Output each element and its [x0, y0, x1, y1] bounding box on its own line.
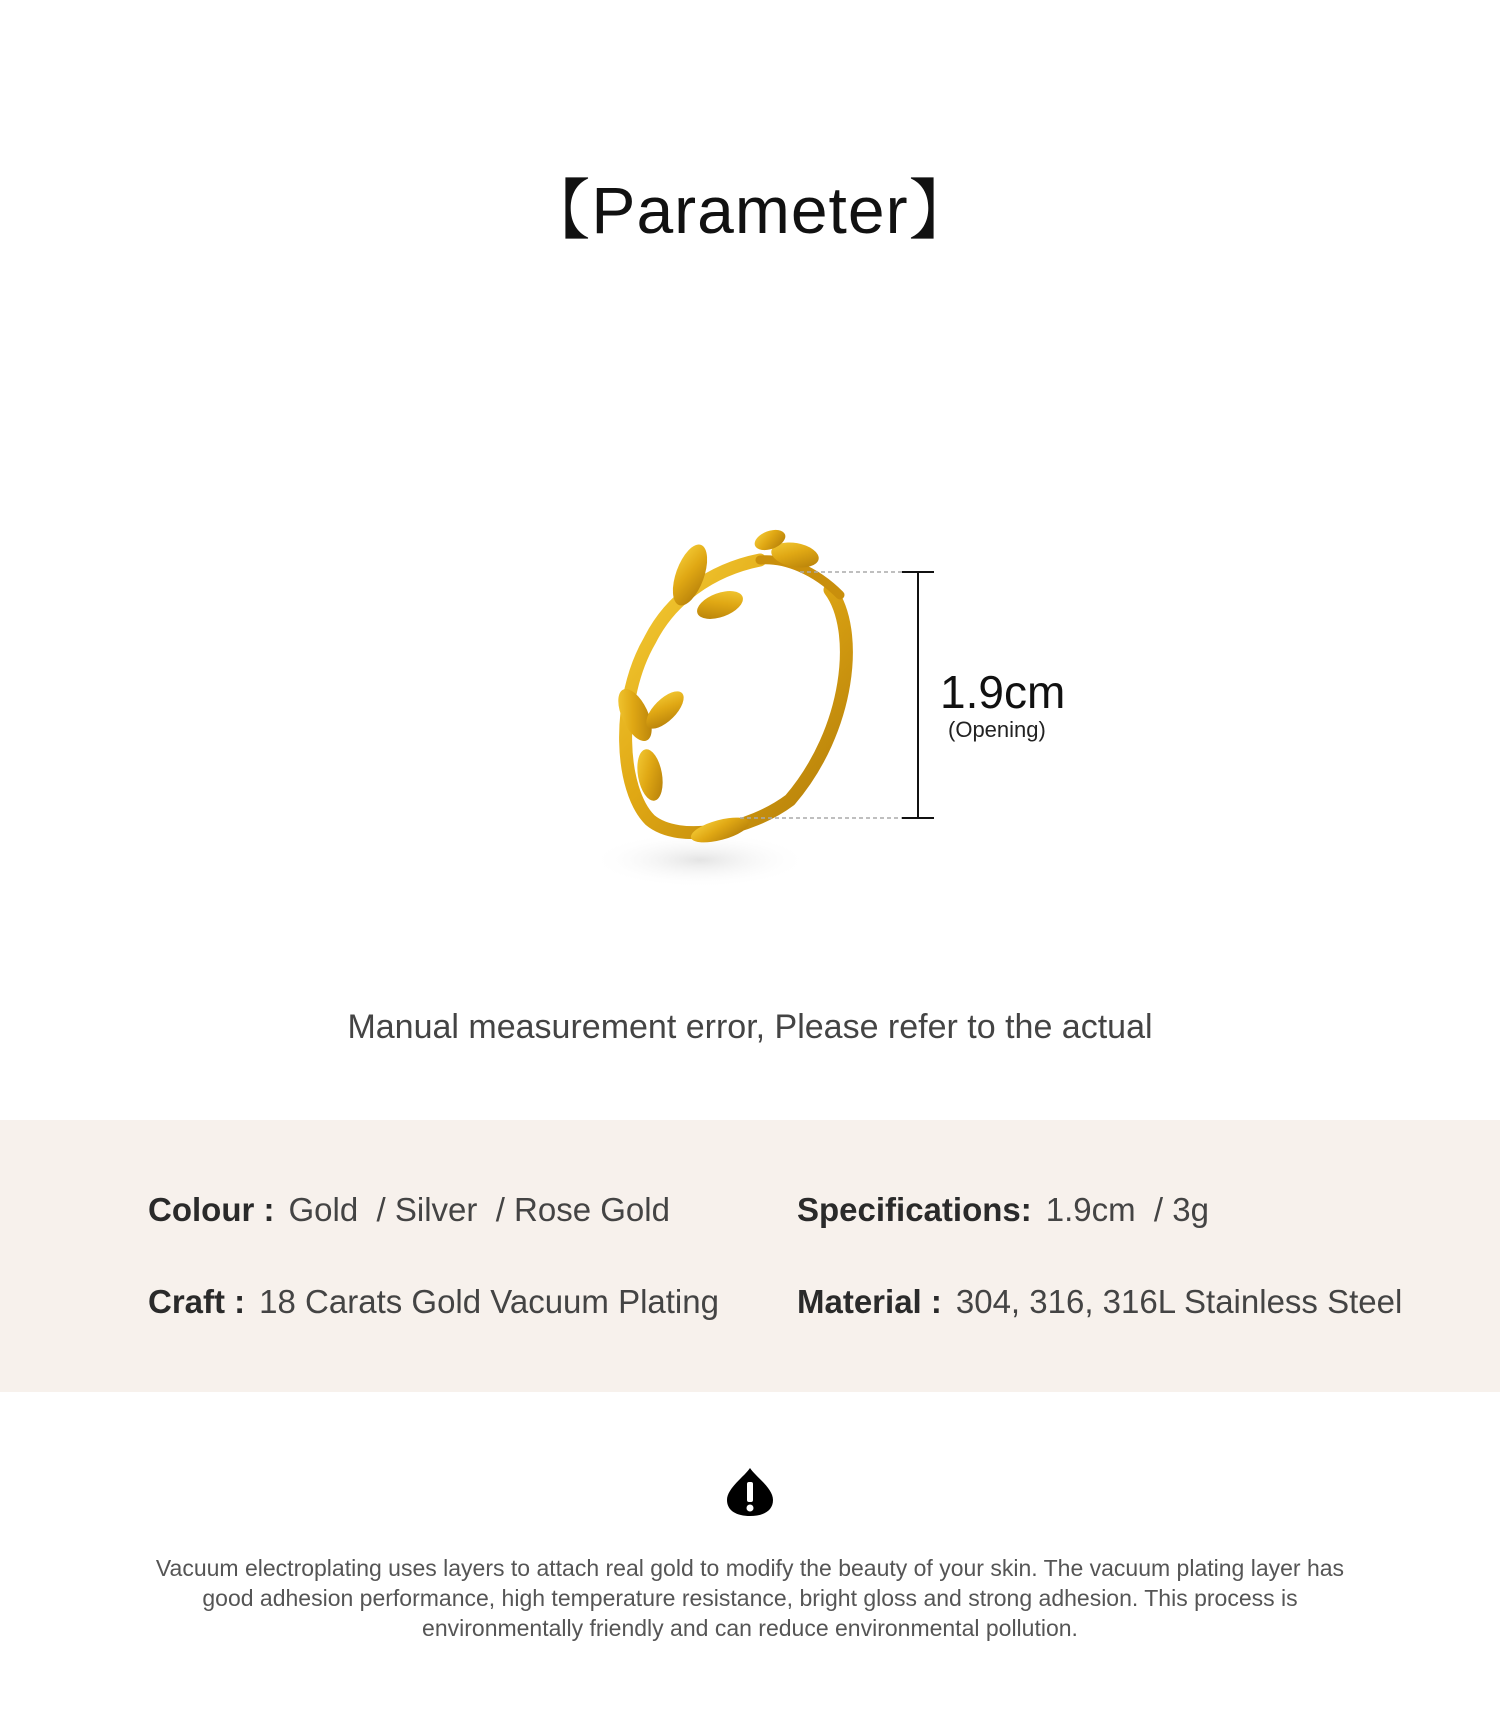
- spec-material: [797, 1280, 1402, 1324]
- spec-panel: [0, 1120, 1500, 1392]
- spec-material-label: Material :: [797, 1283, 942, 1320]
- spec-material-value: 304, 316, 316L Stainless Steel: [955, 1283, 1403, 1320]
- leaf: [693, 586, 746, 625]
- exclamation-icon: [725, 1466, 775, 1518]
- spec-specifications: [797, 1188, 1209, 1232]
- spec-specifications-label: Specifications:: [797, 1191, 1032, 1228]
- spec-colour-label: Colour :: [148, 1191, 275, 1228]
- measurement-note: (Opening): [948, 717, 1046, 742]
- spec-craft-value: 18 Carats Gold Vacuum Plating: [259, 1283, 719, 1320]
- spec-specifications-value: 1.9cm / 3g: [1045, 1191, 1209, 1228]
- spec-colour-value: Gold / Silver / Rose Gold: [288, 1191, 670, 1228]
- spec-craft-label: Craft :: [148, 1283, 246, 1320]
- measurement-value: 1.9cm: [940, 666, 1066, 718]
- page-title: 【Parameter】: [524, 173, 976, 247]
- notice-text: Vacuum electroplating uses layers to attach real gold to modify the beauty of your skin. The vacuum plating layer has good adhesion performance, high temperature resistance, bright gloss and strong adhesion. This process is environmentally friendly and can reduce environmental pollution.: [155, 1555, 1345, 1641]
- spec-colour: [148, 1188, 670, 1232]
- measurement-disclaimer: Manual measurement error, Please refer to the actual: [347, 1008, 1153, 1046]
- spec-craft: [148, 1280, 719, 1324]
